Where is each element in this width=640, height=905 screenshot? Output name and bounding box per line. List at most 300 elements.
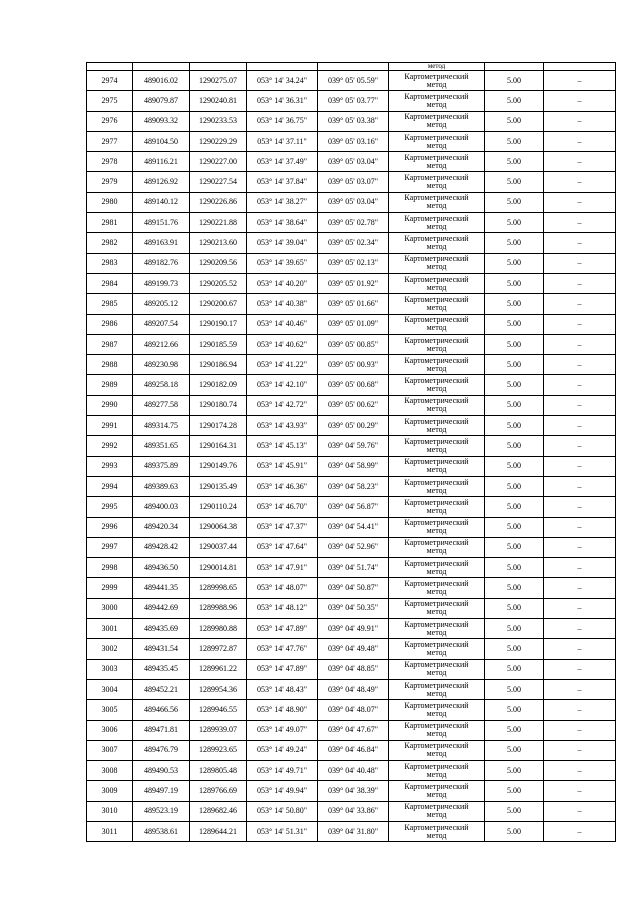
cell-point-number: 3004	[87, 679, 133, 699]
method-line-2: метод	[426, 688, 447, 698]
cell-latitude: 053° 14' 50.80"	[247, 801, 318, 821]
cell-x-coordinate: 489490.53	[133, 761, 190, 781]
cell-longitude: 039° 05' 01.66"	[318, 294, 389, 314]
cell-accuracy: 5.00	[485, 334, 544, 354]
cell-latitude: 053° 14' 36.75"	[247, 111, 318, 131]
cell-accuracy: 5.00	[485, 131, 544, 151]
method-line-2: метод	[426, 221, 447, 231]
table-row	[87, 253, 616, 273]
cell-empty	[485, 63, 544, 71]
cell-point-number: 2976	[87, 111, 133, 131]
cell-point-number: 3002	[87, 639, 133, 659]
cell-y-coordinate: 1289939.07	[190, 720, 247, 740]
table-row	[87, 314, 616, 334]
cell-latitude: 053° 14' 49.94"	[247, 781, 318, 801]
cell-longitude: 039° 05' 00.29"	[318, 416, 389, 436]
cell-latitude: 053° 14' 34.24"	[247, 71, 318, 91]
cell-latitude: 053° 14' 40.38"	[247, 294, 318, 314]
cell-latitude: 053° 14' 47.37"	[247, 517, 318, 537]
cell-x-coordinate: 489140.12	[133, 192, 190, 212]
cell-longitude: 039° 05' 00.68"	[318, 375, 389, 395]
cell-point-number: 3008	[87, 761, 133, 781]
cell-y-coordinate: 1289972.87	[190, 639, 247, 659]
cell-y-coordinate: 1290164.31	[190, 436, 247, 456]
table-row	[87, 71, 616, 91]
cell-note: –	[544, 781, 616, 801]
table-row	[87, 659, 616, 679]
table-row	[87, 192, 616, 212]
cell-y-coordinate: 1290229.29	[190, 131, 247, 151]
cell-accuracy: 5.00	[485, 294, 544, 314]
method-line-2: метод	[426, 140, 447, 150]
cell-point-number: 2981	[87, 213, 133, 233]
cell-latitude: 053° 14' 49.71"	[247, 761, 318, 781]
cell-method	[389, 659, 485, 679]
method-line-2: метод	[426, 323, 447, 333]
cell-longitude: 039° 04' 49.91"	[318, 619, 389, 639]
cell-x-coordinate: 489116.21	[133, 152, 190, 172]
cell-latitude: 053° 14' 40.46"	[247, 314, 318, 334]
cell-point-number: 3010	[87, 801, 133, 821]
cell-x-coordinate: 489476.79	[133, 740, 190, 760]
cell-point-number: 2979	[87, 172, 133, 192]
cell-accuracy: 5.00	[485, 558, 544, 578]
cell-note: –	[544, 558, 616, 578]
cell-method	[389, 476, 485, 496]
cell-method	[389, 679, 485, 699]
table-row	[87, 517, 616, 537]
cell-longitude: 039° 04' 50.35"	[318, 598, 389, 618]
method-line-1: Картометрический	[404, 335, 469, 345]
table-row	[87, 131, 616, 151]
method-line-1: Картометрический	[404, 680, 469, 690]
table-row	[87, 416, 616, 436]
cell-x-coordinate: 489163.91	[133, 233, 190, 253]
cell-longitude: 039° 04' 56.87"	[318, 497, 389, 517]
cell-y-coordinate: 1289923.65	[190, 740, 247, 760]
cell-method	[389, 639, 485, 659]
cell-accuracy: 5.00	[485, 375, 544, 395]
cell-note: –	[544, 131, 616, 151]
table-row	[87, 294, 616, 314]
cell-accuracy: 5.00	[485, 152, 544, 172]
cell-accuracy: 5.00	[485, 781, 544, 801]
method-line-2: метод	[426, 769, 447, 779]
cell-y-coordinate: 1290227.54	[190, 172, 247, 192]
cell-note: –	[544, 598, 616, 618]
cell-x-coordinate: 489212.66	[133, 334, 190, 354]
cell-accuracy: 5.00	[485, 720, 544, 740]
method-line-1: Картометрический	[404, 132, 469, 142]
cell-x-coordinate: 489016.02	[133, 71, 190, 91]
cell-latitude: 053° 14' 47.76"	[247, 639, 318, 659]
cell-longitude: 039° 04' 58.23"	[318, 476, 389, 496]
cell-x-coordinate: 489441.35	[133, 578, 190, 598]
cell-latitude: 053° 14' 37.11"	[247, 131, 318, 151]
cell-latitude: 053° 14' 47.91"	[247, 558, 318, 578]
method-line-2: метод	[426, 790, 447, 800]
cell-latitude: 053° 14' 40.20"	[247, 273, 318, 293]
cell-point-number: 2987	[87, 334, 133, 354]
table-row	[87, 476, 616, 496]
method-line-2: метод	[426, 201, 447, 211]
method-line-1: Картометрический	[404, 639, 469, 649]
cell-note: –	[544, 456, 616, 476]
cell-note: –	[544, 395, 616, 415]
cell-y-coordinate: 1289998.65	[190, 578, 247, 598]
cell-method	[389, 700, 485, 720]
cell-note: –	[544, 273, 616, 293]
method-line-1: Картометрический	[404, 234, 469, 244]
cell-empty	[190, 63, 247, 71]
cell-point-number: 2995	[87, 497, 133, 517]
cell-y-coordinate: 1289766.69	[190, 781, 247, 801]
table-row	[87, 497, 616, 517]
cell-longitude: 039° 05' 02.13"	[318, 253, 389, 273]
cell-x-coordinate: 489104.50	[133, 131, 190, 151]
cell-note: –	[544, 821, 616, 841]
cell-note: –	[544, 314, 616, 334]
cell-x-coordinate: 489389.63	[133, 476, 190, 496]
cell-y-coordinate: 1290226.86	[190, 192, 247, 212]
cell-empty	[247, 63, 318, 71]
cell-longitude: 039° 04' 51.74"	[318, 558, 389, 578]
method-line-1: Картометрический	[404, 457, 469, 467]
cell-longitude: 039° 04' 58.99"	[318, 456, 389, 476]
method-line-2: метод	[426, 343, 447, 353]
coordinates-table	[86, 62, 616, 842]
cell-latitude: 053° 14' 39.04"	[247, 233, 318, 253]
cell-y-coordinate: 1290186.94	[190, 355, 247, 375]
cell-x-coordinate: 489442.69	[133, 598, 190, 618]
method-line-2: метод	[426, 404, 447, 414]
cell-point-number: 2999	[87, 578, 133, 598]
cell-latitude: 053° 14' 48.90"	[247, 700, 318, 720]
cell-method	[389, 152, 485, 172]
cell-y-coordinate: 1290209.56	[190, 253, 247, 273]
cell-longitude: 039° 04' 48.85"	[318, 659, 389, 679]
cell-y-coordinate: 1290240.81	[190, 91, 247, 111]
cell-accuracy: 5.00	[485, 801, 544, 821]
method-line-1: Картометрический	[404, 477, 469, 487]
method-line-1: Картометрический	[404, 518, 469, 528]
table-row	[87, 639, 616, 659]
method-line-1: Картометрический	[404, 112, 469, 122]
cell-latitude: 053° 14' 38.27"	[247, 192, 318, 212]
method-line-1: Картометрический	[404, 416, 469, 426]
cell-point-number: 2983	[87, 253, 133, 273]
cell-method	[389, 517, 485, 537]
cell-latitude: 053° 14' 38.64"	[247, 213, 318, 233]
cell-longitude: 039° 04' 31.80"	[318, 821, 389, 841]
cell-note: –	[544, 213, 616, 233]
cell-method	[389, 416, 485, 436]
cell-y-coordinate: 1290227.00	[190, 152, 247, 172]
cell-point-number: 2986	[87, 314, 133, 334]
cell-x-coordinate: 489093.32	[133, 111, 190, 131]
cell-x-coordinate: 489497.19	[133, 781, 190, 801]
table-row	[87, 91, 616, 111]
cell-method	[389, 334, 485, 354]
cell-accuracy: 5.00	[485, 740, 544, 760]
method-line-1: Картометрический	[404, 396, 469, 406]
method-line-1: Картометрический	[404, 579, 469, 589]
cell-method	[389, 558, 485, 578]
table-row	[87, 761, 616, 781]
cell-empty	[133, 63, 190, 71]
table-body	[87, 63, 616, 842]
cell-accuracy: 5.00	[485, 497, 544, 517]
method-line-2: метод	[426, 729, 447, 739]
cell-latitude: 053° 14' 48.07"	[247, 578, 318, 598]
cell-point-number: 2985	[87, 294, 133, 314]
cell-longitude: 039° 05' 02.78"	[318, 213, 389, 233]
cell-y-coordinate: 1290190.17	[190, 314, 247, 334]
cell-point-number: 3000	[87, 598, 133, 618]
cell-latitude: 053° 14' 40.62"	[247, 334, 318, 354]
cell-note: –	[544, 91, 616, 111]
cell-y-coordinate: 1289805.48	[190, 761, 247, 781]
cell-accuracy: 5.00	[485, 71, 544, 91]
method-line-2: метод	[426, 465, 447, 475]
cell-latitude: 053° 14' 48.43"	[247, 679, 318, 699]
cell-longitude: 039° 04' 38.39"	[318, 781, 389, 801]
cell-method	[389, 578, 485, 598]
cell-note: –	[544, 761, 616, 781]
cell-point-number: 2998	[87, 558, 133, 578]
cell-latitude: 053° 14' 46.36"	[247, 476, 318, 496]
table-row	[87, 213, 616, 233]
cell-longitude: 039° 04' 50.87"	[318, 578, 389, 598]
cell-accuracy: 5.00	[485, 639, 544, 659]
method-line-2: метод	[426, 485, 447, 495]
table-row-continuation	[87, 63, 616, 71]
cell-x-coordinate: 489435.69	[133, 619, 190, 639]
cell-y-coordinate: 1290180.74	[190, 395, 247, 415]
cell-method	[389, 91, 485, 111]
cell-y-coordinate: 1290149.76	[190, 456, 247, 476]
cell-note: –	[544, 355, 616, 375]
table-row	[87, 436, 616, 456]
method-line-1: Картометрический	[404, 71, 469, 81]
method-line-2: метод	[426, 526, 447, 536]
table-row	[87, 619, 616, 639]
cell-longitude: 039° 04' 48.07"	[318, 700, 389, 720]
cell-accuracy: 5.00	[485, 213, 544, 233]
cell-x-coordinate: 489428.42	[133, 537, 190, 557]
cell-y-coordinate: 1290205.52	[190, 273, 247, 293]
method-line-2: метод	[426, 99, 447, 109]
cell-method	[389, 253, 485, 273]
method-line-1: Картометрический	[404, 436, 469, 446]
method-line-2: метод	[426, 302, 447, 312]
cell-note: –	[544, 659, 616, 679]
cell-method	[389, 761, 485, 781]
method-line-1: Картометрический	[404, 294, 469, 304]
method-line-1: Картометрический	[404, 538, 469, 548]
cell-accuracy: 5.00	[485, 273, 544, 293]
cell-accuracy: 5.00	[485, 821, 544, 841]
cell-point-number: 3009	[87, 781, 133, 801]
method-line-2: метод	[426, 566, 447, 576]
cell-method	[389, 294, 485, 314]
cell-point-number: 2980	[87, 192, 133, 212]
cell-longitude: 039° 04' 54.41"	[318, 517, 389, 537]
method-line-2: метод	[426, 505, 447, 515]
cell-y-coordinate: 1290221.88	[190, 213, 247, 233]
method-line-2: метод	[426, 587, 447, 597]
cell-x-coordinate: 489277.58	[133, 395, 190, 415]
cell-note: –	[544, 700, 616, 720]
cell-accuracy: 5.00	[485, 395, 544, 415]
cell-method	[389, 111, 485, 131]
cell-x-coordinate: 489079.87	[133, 91, 190, 111]
table-row	[87, 395, 616, 415]
table-row	[87, 781, 616, 801]
cell-x-coordinate: 489523.19	[133, 801, 190, 821]
cell-accuracy: 5.00	[485, 355, 544, 375]
cell-method	[389, 71, 485, 91]
cell-point-number: 2990	[87, 395, 133, 415]
method-line-1: Картометрический	[404, 721, 469, 731]
cell-note: –	[544, 334, 616, 354]
method-line-2: метод	[426, 262, 447, 272]
method-line-1: Картометрический	[404, 619, 469, 629]
table-row	[87, 537, 616, 557]
cell-note: –	[544, 679, 616, 699]
cell-y-coordinate: 1289644.21	[190, 821, 247, 841]
method-line-1: Картометрический	[404, 822, 469, 832]
cell-accuracy: 5.00	[485, 111, 544, 131]
table-row	[87, 558, 616, 578]
cell-longitude: 039° 04' 49.48"	[318, 639, 389, 659]
cell-method	[389, 456, 485, 476]
table-row	[87, 456, 616, 476]
method-line-1: Картометрический	[404, 193, 469, 203]
cell-note: –	[544, 253, 616, 273]
cell-y-coordinate: 1289946.55	[190, 700, 247, 720]
method-line-1: Картометрический	[404, 355, 469, 365]
cell-x-coordinate: 489205.12	[133, 294, 190, 314]
cell-longitude: 039° 05' 00.85"	[318, 334, 389, 354]
cell-x-coordinate: 489199.73	[133, 273, 190, 293]
table-row	[87, 578, 616, 598]
cell-accuracy: 5.00	[485, 679, 544, 699]
method-line-2: метод	[426, 810, 447, 820]
cell-point-number: 2993	[87, 456, 133, 476]
cell-method	[389, 395, 485, 415]
method-line-2: метод	[426, 424, 447, 434]
method-line-1: Картометрический	[404, 376, 469, 386]
method-line-1: Картометрический	[404, 741, 469, 751]
cell-latitude: 053° 14' 49.24"	[247, 740, 318, 760]
cell-y-coordinate: 1290275.07	[190, 71, 247, 91]
cell-accuracy: 5.00	[485, 233, 544, 253]
method-line-1: Картометрический	[404, 91, 469, 101]
cell-y-coordinate: 1290185.59	[190, 334, 247, 354]
cell-point-number: 2984	[87, 273, 133, 293]
cell-accuracy: 5.00	[485, 761, 544, 781]
cell-method	[389, 720, 485, 740]
cell-y-coordinate: 1290182.09	[190, 375, 247, 395]
cell-accuracy: 5.00	[485, 253, 544, 273]
cell-longitude: 039° 04' 40.48"	[318, 761, 389, 781]
method-line-2: метод	[426, 627, 447, 637]
cell-accuracy: 5.00	[485, 537, 544, 557]
cell-note: –	[544, 233, 616, 253]
cell-point-number: 2996	[87, 517, 133, 537]
cell-y-coordinate: 1290135.49	[190, 476, 247, 496]
cell-method	[389, 172, 485, 192]
method-line-2: метод	[426, 708, 447, 718]
cell-accuracy: 5.00	[485, 659, 544, 679]
cell-note: –	[544, 517, 616, 537]
cell-latitude: 053° 14' 42.72"	[247, 395, 318, 415]
cell-latitude: 053° 14' 51.31"	[247, 821, 318, 841]
cell-y-coordinate: 1289980.88	[190, 619, 247, 639]
cell-y-coordinate: 1289988.96	[190, 598, 247, 618]
cell-method	[389, 192, 485, 212]
method-line-1: Картометрический	[404, 315, 469, 325]
table-row	[87, 355, 616, 375]
cell-accuracy: 5.00	[485, 91, 544, 111]
cell-y-coordinate: 1290014.81	[190, 558, 247, 578]
cell-longitude: 039° 05' 02.34"	[318, 233, 389, 253]
method-line-1: Картометрический	[404, 700, 469, 710]
method-line-2: метод	[426, 363, 447, 373]
method-line-2: метод	[426, 607, 447, 617]
table-row	[87, 273, 616, 293]
cell-note: –	[544, 619, 616, 639]
cell-x-coordinate: 489182.76	[133, 253, 190, 273]
cell-longitude: 039° 05' 05.59"	[318, 71, 389, 91]
table-row	[87, 801, 616, 821]
cell-method	[389, 740, 485, 760]
cell-point-number: 2991	[87, 416, 133, 436]
cell-point-number: 3001	[87, 619, 133, 639]
cell-point-number: 3007	[87, 740, 133, 760]
cell-accuracy: 5.00	[485, 517, 544, 537]
table-row	[87, 172, 616, 192]
cell-point-number: 3011	[87, 821, 133, 841]
cell-y-coordinate: 1290110.24	[190, 497, 247, 517]
cell-y-coordinate: 1289682.46	[190, 801, 247, 821]
cell-method	[389, 355, 485, 375]
cell-method	[389, 273, 485, 293]
cell-note: –	[544, 537, 616, 557]
cell-note: –	[544, 639, 616, 659]
cell-latitude: 053° 14' 47.89"	[247, 659, 318, 679]
cell-method	[389, 781, 485, 801]
cell-method	[389, 497, 485, 517]
cell-accuracy: 5.00	[485, 192, 544, 212]
cell-point-number: 2978	[87, 152, 133, 172]
cell-point-number: 2994	[87, 476, 133, 496]
cell-longitude: 039° 04' 33.86"	[318, 801, 389, 821]
method-line-1: Картометрический	[404, 274, 469, 284]
cell-x-coordinate: 489151.76	[133, 213, 190, 233]
cell-empty	[318, 63, 389, 71]
cell-method	[389, 537, 485, 557]
cell-longitude: 039° 04' 47.67"	[318, 720, 389, 740]
cell-latitude: 053° 14' 37.49"	[247, 152, 318, 172]
cell-note: –	[544, 497, 616, 517]
table-row	[87, 679, 616, 699]
cell-point-number: 3005	[87, 700, 133, 720]
cell-longitude: 039° 05' 03.07"	[318, 172, 389, 192]
cell-latitude: 053° 14' 39.65"	[247, 253, 318, 273]
cell-latitude: 053° 14' 46.70"	[247, 497, 318, 517]
